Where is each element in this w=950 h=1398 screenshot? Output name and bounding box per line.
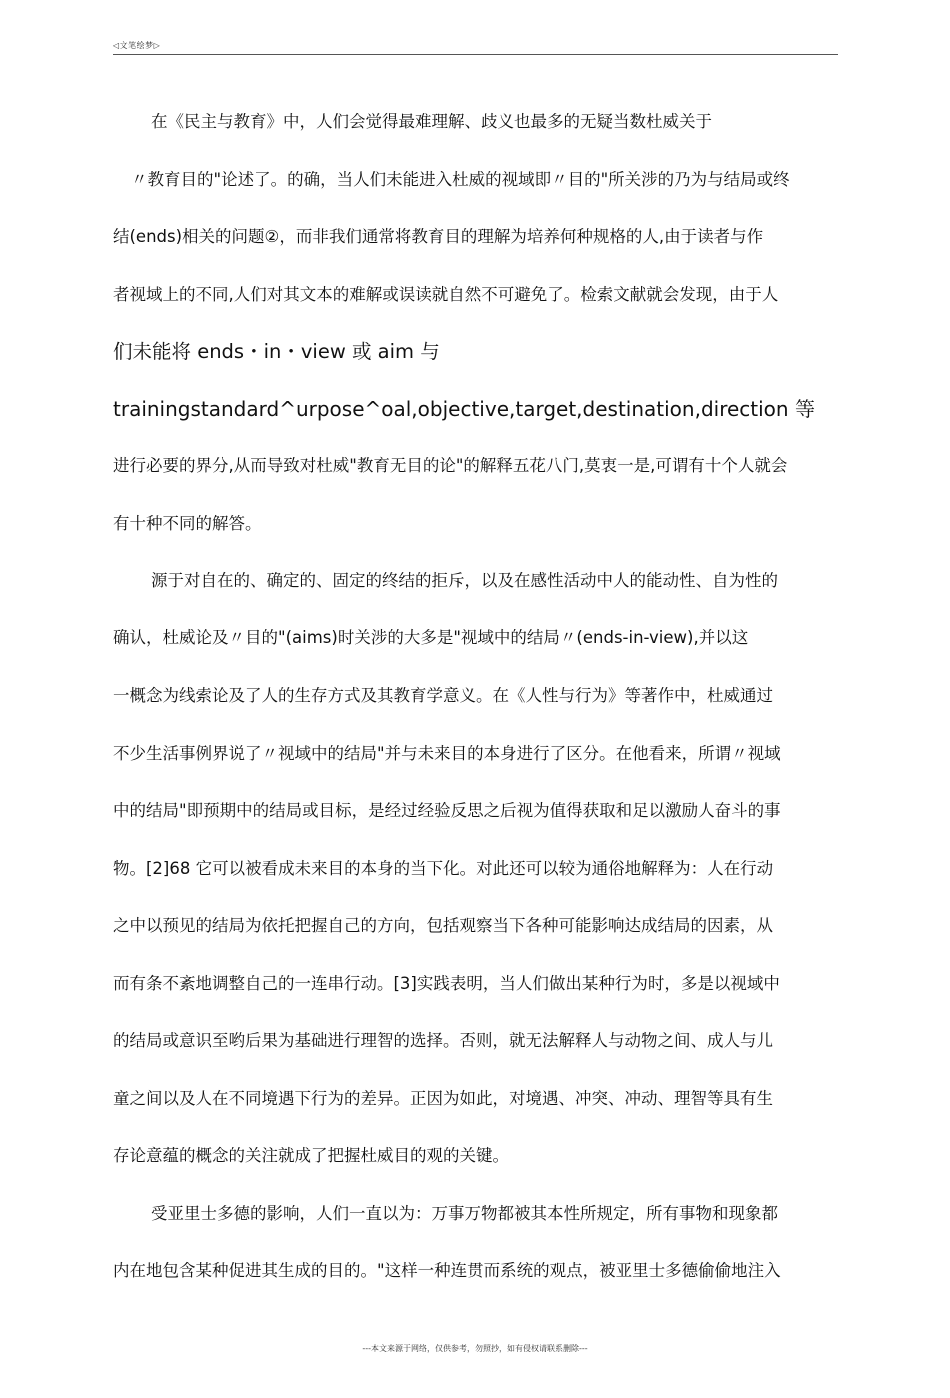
text-line: 中的结局"即预期中的结局或目标，是经过经验反思之后视为值得获取和足以激励人奋斗的事: [113, 801, 781, 820]
text-line: 物。[2]68 它可以被看成未来目的本身的当下化。对此还可以较为通俗地解释为：人在行动: [113, 859, 774, 878]
text-line: 存论意蕴的概念的关注就成了把握杜威目的观的关键。: [113, 1146, 509, 1165]
text-line: 的结局或意识至哟后果为基础进行理智的选择。否则，就无法解释人与动物之间、成人与儿: [113, 1031, 773, 1050]
text-line: 们未能将 ends・in・view 或 aim 与: [113, 340, 440, 363]
text-line: 进行必要的界分,从而导致对杜威"教育无目的论"的解释五花八门,莫衷一是,可谓有十个人就会: [113, 456, 788, 475]
text-line: 一概念为线索论及了人的生存方式及其教育学意义。在《人性与行为》等著作中，杜威通过: [113, 686, 773, 705]
text-line: 有十种不同的解答。: [113, 514, 262, 533]
text-line: trainingstandard^urpose^oal,objective,target,destination,direction 等: [113, 397, 815, 421]
text-line: 源于对自在的、确定的、固定的终结的拒斥，以及在感性活动中人的能动性、自为性的: [151, 571, 778, 590]
text-line: 内在地包含某种促进其生成的目的。"这样一种连贯而系统的观点，被亚里士多德偷偷地注入: [113, 1261, 781, 1280]
text-line: 之中以预见的结局为依托把握自己的方向，包括观察当下各种可能影响达成结局的因素，从: [113, 916, 773, 935]
text-line: 确认，杜威论及〃目的"(aims)时关涉的大多是"视域中的结局〃(ends-in-view),并以这: [113, 628, 749, 647]
text-line: 者视域上的不同,人们对其文本的难解或误读就自然不可避免了。检索文献就会发现，由于人: [113, 285, 779, 304]
text-line: 而有条不紊地调整自己的一连串行动。[3]实践表明，当人们做出某种行为时，多是以视域中: [113, 974, 780, 993]
footer-disclaimer: ---本文来源于网络，仅供参考，勿照抄，如有侵权请联系删除---: [362, 1344, 588, 1353]
text-line: 〃教育目的"论述了。的确，当人们未能进入杜威的视域即〃目的"所关涉的乃为与结局或终: [131, 170, 790, 189]
header-brand: ◁文笔绘梦▷: [113, 41, 161, 50]
text-line: 受亚里士多德的影响，人们一直以为：万事万物都被其本性所规定，所有事物和现象都: [151, 1204, 778, 1223]
text-line: 在《民主与教育》中，人们会觉得最难理解、歧义也最多的无疑当数杜威关于: [151, 112, 712, 131]
text-line: 童之间以及人在不同境遇下行为的差异。正因为如此，对境遇、冲突、冲动、理智等具有生: [113, 1089, 773, 1108]
text-line: 不少生活事例界说了〃视域中的结局"并与未来目的本身进行了区分。在他看来，所谓〃视域: [113, 744, 781, 763]
header-divider: [113, 54, 838, 55]
text-line: 结(ends)相关的问题②，而非我们通常将教育目的理解为培养何种规格的人,由于读者与作: [113, 227, 764, 246]
